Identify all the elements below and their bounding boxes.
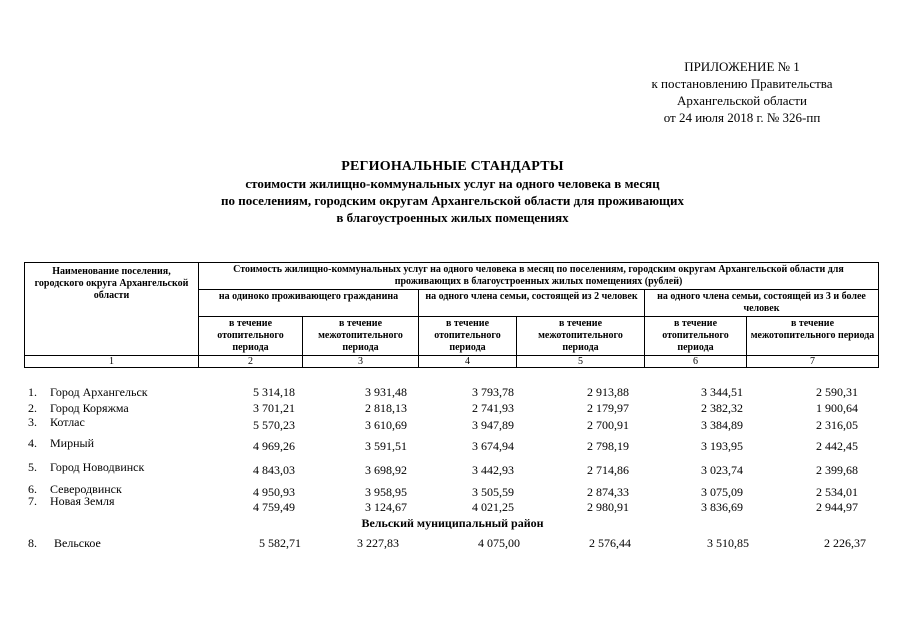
settlement-name: Новая Земля bbox=[50, 494, 115, 508]
value-cell: 2 382,32 bbox=[701, 401, 743, 415]
header-heating: в течение отопительного периода bbox=[645, 317, 747, 356]
value-cell: 3 075,09 bbox=[701, 485, 743, 499]
value-cell: 2 741,93 bbox=[472, 401, 514, 415]
value-cell: 3 193,95 bbox=[701, 439, 743, 453]
value-cell: 3 591,51 bbox=[365, 439, 407, 453]
value-cell: 2 590,31 bbox=[816, 385, 858, 399]
value-cell: 3 442,93 bbox=[472, 463, 514, 477]
value-cell: 3 701,21 bbox=[253, 401, 295, 415]
value-cell: 2 576,44 bbox=[589, 536, 631, 550]
title-sub-2: по поселениям, городским округам Архангельской области для проживающих bbox=[221, 193, 684, 208]
standards-table-header bbox=[24, 262, 879, 368]
value-cell: 4 075,00 bbox=[478, 536, 520, 550]
value-cell: 4 843,03 bbox=[253, 463, 295, 477]
value-cell: 3 227,83 bbox=[357, 536, 399, 550]
value-cell: 3 124,67 bbox=[365, 500, 407, 514]
settlement-name: Город Архангельск bbox=[50, 385, 148, 399]
settlement-name: Город Новодвинск bbox=[50, 460, 145, 474]
value-cell: 4 950,93 bbox=[253, 485, 295, 499]
column-number: 1 bbox=[25, 356, 199, 368]
value-cell: 2 714,86 bbox=[587, 463, 629, 477]
table-row bbox=[24, 460, 878, 479]
value-cell: 2 534,01 bbox=[816, 485, 858, 499]
value-cell: 2 442,45 bbox=[816, 439, 858, 453]
appendix-date: от 24 июля 2018 г. № 326-пп bbox=[663, 110, 821, 125]
value-cell: 5 582,71 bbox=[259, 536, 301, 550]
row-number: 8. bbox=[28, 536, 37, 550]
value-cell: 1 900,64 bbox=[816, 401, 858, 415]
value-cell: 2 179,97 bbox=[587, 401, 629, 415]
title-main: РЕГИОНАЛЬНЫЕ СТАНДАРТЫ bbox=[341, 159, 564, 174]
title-sub-1: стоимости жилищно-коммунальных услуг на одного человека в месяц bbox=[245, 176, 660, 191]
title-sub-3: в благоустроенных жилых помещениях bbox=[336, 210, 569, 225]
document-title bbox=[0, 158, 905, 226]
settlement-name: Мирный bbox=[50, 436, 94, 450]
appendix-region: Архангельской области bbox=[677, 93, 807, 108]
value-cell: 3 698,92 bbox=[365, 463, 407, 477]
value-cell: 4 969,26 bbox=[253, 439, 295, 453]
value-cell: 3 505,59 bbox=[472, 485, 514, 499]
table-row bbox=[24, 494, 878, 516]
value-cell: 2 944,97 bbox=[816, 500, 858, 514]
value-cell: 2 226,37 bbox=[824, 536, 866, 550]
column-number: 3 bbox=[303, 356, 419, 368]
value-cell: 4 021,25 bbox=[472, 500, 514, 514]
row-number: 1. bbox=[28, 385, 37, 399]
value-cell: 3 836,69 bbox=[701, 500, 743, 514]
header-nonheating: в течение межотопительного периода bbox=[747, 317, 879, 356]
value-cell: 3 610,69 bbox=[365, 418, 407, 432]
table-row bbox=[24, 385, 878, 401]
column-number: 7 bbox=[747, 356, 879, 368]
header-nonheating: в течение межотопительного периода bbox=[303, 317, 419, 356]
table-row bbox=[24, 401, 878, 417]
row-number: 7. bbox=[28, 494, 37, 508]
appendix-number: ПРИЛОЖЕНИЕ № 1 bbox=[684, 59, 800, 74]
value-cell: 5 570,23 bbox=[253, 418, 295, 432]
header-settlement-name: Наименование поселения, городского округа Архангельской области bbox=[25, 263, 199, 356]
settlement-name: Котлас bbox=[50, 415, 85, 429]
value-cell: 2 980,91 bbox=[587, 500, 629, 514]
header-cost: Стоимость жилищно-коммунальных услуг на одного человека в месяц по поселениям, городским округам Архангельской области для проживающих в благоустроенных жилых помещениях (рублей) bbox=[199, 263, 879, 290]
value-cell: 3 384,89 bbox=[701, 418, 743, 432]
value-cell: 3 931,48 bbox=[365, 385, 407, 399]
header-group-single: на одиноко проживающего гражданина bbox=[199, 290, 419, 317]
section-heading-velsky: Вельский муниципальный район bbox=[361, 516, 544, 530]
column-number: 6 bbox=[645, 356, 747, 368]
column-number: 5 bbox=[517, 356, 645, 368]
table-row bbox=[24, 482, 878, 501]
settlement-name: Вельское bbox=[54, 536, 101, 550]
value-cell: 2 798,19 bbox=[587, 439, 629, 453]
value-cell: 3 510,85 bbox=[707, 536, 749, 550]
value-cell: 3 947,89 bbox=[472, 418, 514, 432]
value-cell: 2 913,88 bbox=[587, 385, 629, 399]
value-cell: 4 759,49 bbox=[253, 500, 295, 514]
value-cell: 3 793,78 bbox=[472, 385, 514, 399]
column-number: 4 bbox=[419, 356, 517, 368]
value-cell: 3 958,95 bbox=[365, 485, 407, 499]
row-number: 4. bbox=[28, 436, 37, 450]
value-cell: 5 314,18 bbox=[253, 385, 295, 399]
settlement-name: Город Коряжма bbox=[50, 401, 129, 415]
header-group-three: на одного члена семьи, состоящей из 3 и более человек bbox=[645, 290, 879, 317]
value-cell: 2 399,68 bbox=[816, 463, 858, 477]
header-nonheating: в течение межотопительного периода bbox=[517, 317, 645, 356]
row-number: 2. bbox=[28, 401, 37, 415]
column-number: 2 bbox=[199, 356, 303, 368]
value-cell: 3 674,94 bbox=[472, 439, 514, 453]
value-cell: 2 874,33 bbox=[587, 485, 629, 499]
row-number: 6. bbox=[28, 482, 37, 496]
header-heating: в течение отопительного периода bbox=[199, 317, 303, 356]
value-cell: 3 023,74 bbox=[701, 463, 743, 477]
appendix-reference: к постановлению Правительства bbox=[651, 76, 833, 91]
row-number: 5. bbox=[28, 460, 37, 474]
table-row bbox=[24, 536, 878, 552]
row-number: 3. bbox=[28, 415, 37, 429]
value-cell: 2 818,13 bbox=[365, 401, 407, 415]
appendix-block bbox=[627, 58, 857, 126]
header-group-two: на одного члена семьи, состоящей из 2 человек bbox=[419, 290, 645, 317]
value-cell: 3 344,51 bbox=[701, 385, 743, 399]
value-cell: 2 316,05 bbox=[816, 418, 858, 432]
header-heating: в течение отопительного периода bbox=[419, 317, 517, 356]
table-row bbox=[24, 436, 878, 455]
value-cell: 2 700,91 bbox=[587, 418, 629, 432]
table-row bbox=[24, 415, 878, 434]
settlement-name: Северодвинск bbox=[50, 482, 122, 496]
